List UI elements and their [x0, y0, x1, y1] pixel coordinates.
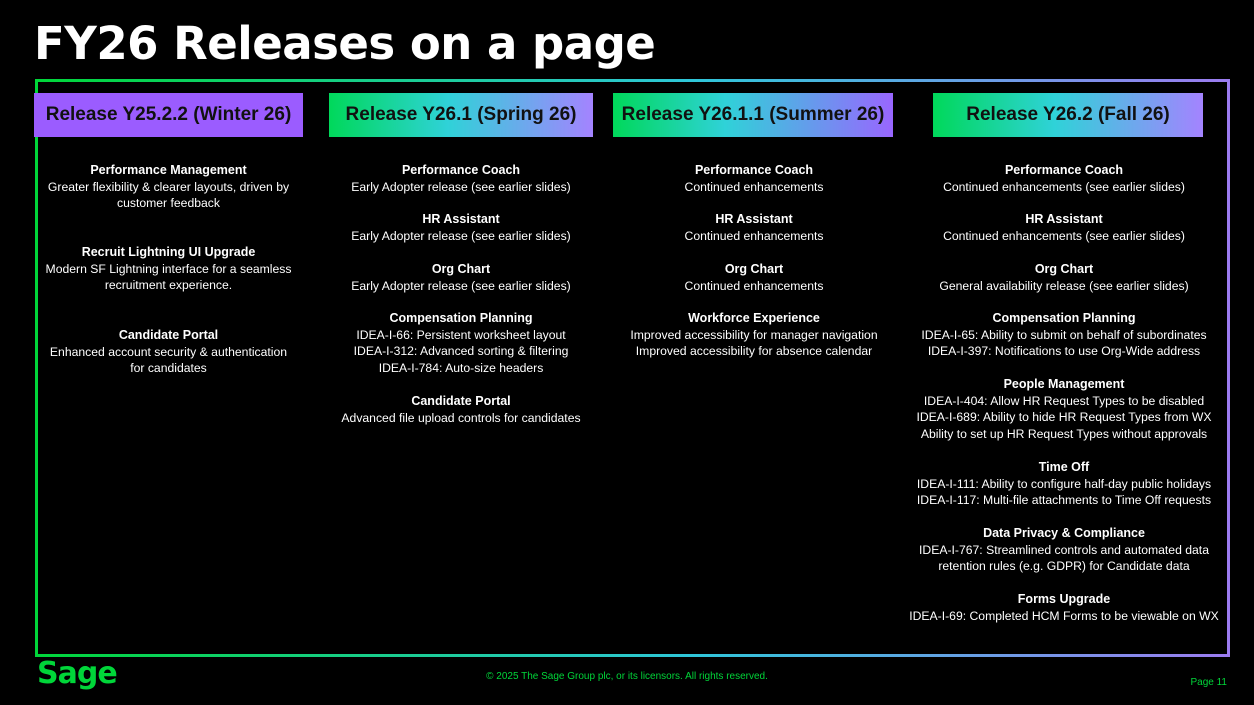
item-heading: Candidate Portal	[411, 394, 511, 408]
release-item	[604, 310, 904, 360]
item-heading: Candidate Portal	[118, 328, 219, 342]
release-item	[312, 393, 610, 426]
item-heading: Data Privacy & Compliance	[983, 526, 1145, 540]
item-line: Greater flexibility & clearer layouts, driven by	[47, 179, 290, 194]
release-item	[904, 591, 1224, 624]
item-heading: Org Chart	[431, 262, 491, 276]
item-line: General availability release (see earlier slides)	[939, 278, 1189, 293]
item-line: Continued enhancements	[684, 179, 824, 194]
release-item	[34, 327, 303, 377]
item-line: recruitment experience.	[104, 278, 233, 292]
sage-logo: Sage	[37, 656, 117, 691]
item-line: retention rules (e.g. GDPR) for Candidate data	[938, 559, 1190, 573]
item-line: Continued enhancements (see earlier slides)	[943, 179, 1185, 194]
copyright-notice: © 2025 The Sage Group plc, or its licensors. All rights reserved.	[486, 671, 768, 682]
item-line: Improved accessibility for absence calendar	[635, 344, 873, 358]
column-header-spring: Release Y26.1 (Spring 26)	[329, 93, 593, 137]
item-line: IDEA-I-689: Ability to hide HR Request Types from WX	[916, 410, 1212, 424]
release-item	[34, 244, 303, 294]
item-line: Continued enhancements (see earlier slides)	[943, 228, 1185, 243]
item-heading: Time Off	[1038, 460, 1090, 474]
item-heading: Forms Upgrade	[1017, 592, 1111, 606]
release-item	[604, 261, 904, 294]
item-line: Early Adopter release (see earlier slides)	[351, 278, 571, 293]
release-item	[604, 211, 904, 244]
item-line: IDEA-I-111: Ability to configure half-day public holidays	[916, 476, 1212, 491]
item-line: IDEA-I-65: Ability to submit on behalf of subordinates	[921, 327, 1207, 342]
item-line: for candidates	[130, 361, 207, 375]
page-number: Page 11	[1190, 677, 1227, 688]
release-item	[904, 525, 1224, 575]
item-line: IDEA-I-404: Allow HR Request Types to be disabled	[923, 393, 1205, 408]
release-item	[904, 310, 1224, 360]
item-heading: Compensation Planning	[992, 311, 1136, 325]
item-line: Enhanced account security & authentication	[49, 344, 288, 359]
item-heading: HR Assistant	[715, 212, 793, 226]
item-line: IDEA-I-397: Notifications to use Org-Wide address	[927, 344, 1201, 358]
release-item	[904, 459, 1224, 509]
item-line: customer feedback	[117, 196, 220, 210]
item-line: IDEA-I-312: Advanced sorting & filtering	[353, 344, 569, 358]
release-item	[312, 162, 610, 195]
item-line: Improved accessibility for manager navigation	[630, 327, 878, 342]
item-line: Early Adopter release (see earlier slides)	[351, 228, 571, 243]
release-item	[904, 211, 1224, 244]
item-line: IDEA-I-66: Persistent worksheet layout	[356, 327, 566, 342]
item-line: IDEA-I-117: Multi-file attachments to Time Off requests	[916, 493, 1212, 507]
item-line: Advanced file upload controls for candidates	[341, 410, 581, 425]
release-item	[904, 261, 1224, 294]
release-item	[312, 211, 610, 244]
item-heading: HR Assistant	[422, 212, 500, 226]
page-title: FY26 Releases on a page	[34, 17, 656, 70]
item-line: Modern SF Lightning interface for a seamless	[45, 261, 292, 276]
item-heading: Recruit Lightning UI Upgrade	[81, 245, 256, 259]
release-item	[604, 162, 904, 195]
item-heading: Workforce Experience	[688, 311, 820, 325]
item-line: IDEA-I-784: Auto-size headers	[378, 360, 544, 375]
item-heading: People Management	[1003, 377, 1125, 391]
item-heading: Performance Coach	[1004, 163, 1124, 177]
item-heading: Org Chart	[1034, 262, 1094, 276]
item-heading: Compensation Planning	[389, 311, 533, 325]
item-line: IDEA-I-767: Streamlined controls and automated data	[919, 542, 1209, 557]
release-item	[904, 162, 1224, 195]
column-header-winter: Release Y25.2.2 (Winter 26)	[34, 93, 303, 137]
item-line: IDEA-I-69: Completed HCM Forms to be viewable on WX	[909, 608, 1219, 623]
column-header-fall: Release Y26.2 (Fall 26)	[933, 93, 1203, 137]
release-item	[34, 162, 303, 212]
item-heading: HR Assistant	[1025, 212, 1103, 226]
item-line: Ability to set up HR Request Types without approvals	[920, 426, 1208, 441]
release-item	[312, 261, 610, 294]
item-line: Continued enhancements	[684, 278, 824, 293]
item-heading: Performance Coach	[401, 163, 521, 177]
item-heading: Performance Coach	[694, 163, 814, 177]
column-header-summer: Release Y26.1.1 (Summer 26)	[613, 93, 893, 137]
release-item	[904, 376, 1224, 442]
item-heading: Performance Management	[90, 163, 247, 177]
release-item	[312, 310, 610, 376]
item-line: Continued enhancements	[684, 228, 824, 243]
item-heading: Org Chart	[724, 262, 784, 276]
item-line: Early Adopter release (see earlier slides)	[351, 179, 571, 194]
